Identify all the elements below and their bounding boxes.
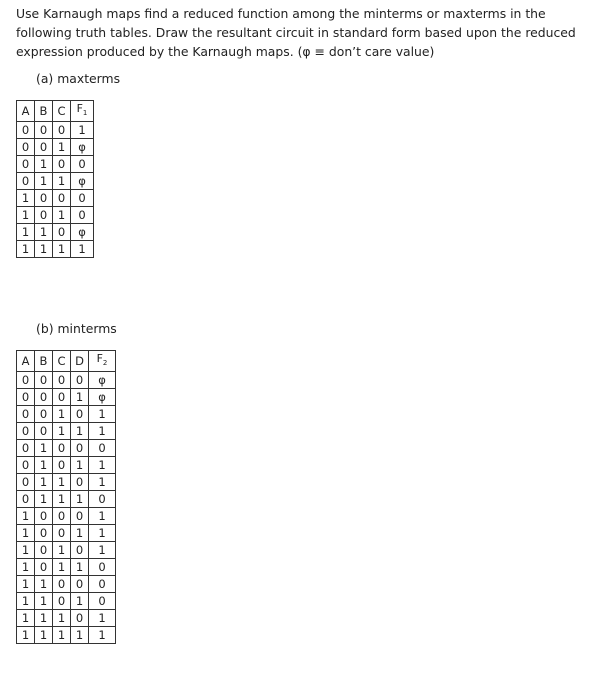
input-cell: 0 (53, 440, 71, 457)
output-cell: 0 (89, 576, 116, 593)
column-header-a: A (17, 351, 35, 372)
column-header-a: A (17, 101, 35, 122)
table-row (17, 542, 116, 559)
table-row (17, 241, 94, 258)
input-cell: 0 (71, 474, 89, 491)
table-row (17, 627, 116, 644)
part-a-label: (a) maxterms (36, 71, 121, 86)
table-row (17, 559, 116, 576)
input-cell: 1 (53, 542, 71, 559)
input-cell: 0 (71, 610, 89, 627)
input-cell: 0 (17, 474, 35, 491)
input-cell: 1 (35, 593, 53, 610)
output-name: F (76, 102, 83, 115)
input-cell: 0 (17, 440, 35, 457)
input-cell: 0 (53, 457, 71, 474)
output-cell: 1 (71, 241, 94, 258)
input-cell: 0 (53, 525, 71, 542)
output-cell: 1 (89, 423, 116, 440)
column-header-b: B (35, 101, 53, 122)
problem-statement: Use Karnaugh maps find a reduced function among the minterms or maxterms in the following truth tables. Draw the resultant circuit in standard form based upon the reduced expression produced by the Karnaugh maps. (φ ≡ don’t care value) (16, 6, 576, 59)
column-header-d: D (71, 351, 89, 372)
input-cell: 0 (71, 508, 89, 525)
input-cell: 1 (53, 627, 71, 644)
input-cell: 0 (71, 372, 89, 389)
input-cell: 1 (71, 627, 89, 644)
input-cell: 1 (35, 156, 53, 173)
input-cell: 1 (17, 241, 35, 258)
table-row (17, 593, 116, 610)
output-cell: 1 (89, 627, 116, 644)
output-subscript: 2 (102, 359, 108, 368)
input-cell: 1 (53, 474, 71, 491)
input-cell: 1 (17, 542, 35, 559)
input-cell: 1 (71, 423, 89, 440)
input-cell: 1 (71, 525, 89, 542)
table-header-row (17, 351, 116, 372)
table-row (17, 190, 94, 207)
input-cell: 1 (71, 559, 89, 576)
input-cell: 1 (17, 576, 35, 593)
table-row (17, 491, 116, 508)
input-cell: 0 (17, 139, 35, 156)
input-cell: 0 (35, 122, 53, 139)
input-cell: 1 (53, 207, 71, 224)
input-cell: 0 (35, 508, 53, 525)
input-cell: 0 (71, 406, 89, 423)
output-cell: 1 (89, 474, 116, 491)
table-row (17, 224, 94, 241)
table-row (17, 508, 116, 525)
input-cell: 1 (71, 491, 89, 508)
input-cell: 0 (17, 406, 35, 423)
input-cell: 1 (17, 593, 35, 610)
table-row (17, 457, 116, 474)
input-cell: 0 (35, 525, 53, 542)
input-cell: 0 (17, 372, 35, 389)
input-cell: 1 (35, 440, 53, 457)
input-cell: 0 (17, 491, 35, 508)
table-row (17, 610, 116, 627)
input-cell: 1 (53, 610, 71, 627)
output-cell: 0 (89, 593, 116, 610)
column-header-b: B (35, 351, 53, 372)
input-cell: 1 (35, 491, 53, 508)
table-row (17, 406, 116, 423)
input-cell: 0 (35, 207, 53, 224)
input-cell: 0 (35, 542, 53, 559)
column-header-f2 (89, 351, 116, 372)
input-cell: 1 (71, 457, 89, 474)
table-row (17, 207, 94, 224)
input-cell: 1 (17, 190, 35, 207)
input-cell: 0 (35, 406, 53, 423)
input-cell: 1 (17, 627, 35, 644)
input-cell: 0 (71, 576, 89, 593)
column-header-c: C (53, 351, 71, 372)
table-row (17, 440, 116, 457)
output-cell: φ (71, 139, 94, 156)
output-cell: φ (89, 389, 116, 406)
table-row (17, 122, 94, 139)
table-row (17, 173, 94, 190)
input-cell: 1 (53, 406, 71, 423)
input-cell: 1 (35, 610, 53, 627)
input-cell: 0 (53, 122, 71, 139)
input-cell: 0 (17, 423, 35, 440)
output-cell: 0 (89, 440, 116, 457)
input-cell: 1 (35, 457, 53, 474)
output-cell: φ (71, 224, 94, 241)
table-header-row (17, 101, 94, 122)
input-cell: 0 (35, 423, 53, 440)
input-cell: 0 (53, 389, 71, 406)
input-cell: 1 (17, 508, 35, 525)
input-cell: 0 (53, 156, 71, 173)
output-cell: 1 (89, 406, 116, 423)
input-cell: 1 (35, 224, 53, 241)
input-cell: 0 (17, 122, 35, 139)
input-cell: 0 (53, 190, 71, 207)
input-cell: 0 (17, 389, 35, 406)
input-cell: 0 (35, 372, 53, 389)
input-cell: 1 (53, 423, 71, 440)
input-cell: 0 (17, 173, 35, 190)
table-row (17, 474, 116, 491)
output-cell: 1 (89, 457, 116, 474)
input-cell: 1 (17, 525, 35, 542)
input-cell: 0 (35, 190, 53, 207)
table-row (17, 139, 94, 156)
table-row (17, 423, 116, 440)
output-cell: 0 (89, 559, 116, 576)
input-cell: 0 (53, 508, 71, 525)
input-cell: 1 (53, 491, 71, 508)
input-cell: 1 (17, 559, 35, 576)
table-row (17, 576, 116, 593)
input-cell: 0 (53, 224, 71, 241)
input-cell: 0 (53, 372, 71, 389)
input-cell: 1 (17, 224, 35, 241)
input-cell: 0 (17, 457, 35, 474)
input-cell: 0 (17, 156, 35, 173)
input-cell: 0 (53, 593, 71, 610)
input-cell: 0 (35, 559, 53, 576)
input-cell: 0 (35, 389, 53, 406)
output-cell: 1 (89, 525, 116, 542)
output-cell: φ (71, 173, 94, 190)
input-cell: 1 (71, 389, 89, 406)
truth-table-b (16, 350, 116, 644)
table-row (17, 525, 116, 542)
output-cell: 1 (89, 610, 116, 627)
input-cell: 0 (53, 576, 71, 593)
truth-table-a (16, 100, 94, 258)
input-cell: 1 (17, 610, 35, 627)
output-cell: 1 (89, 542, 116, 559)
input-cell: 1 (35, 474, 53, 491)
part-b-label: (b) minterms (36, 321, 117, 336)
output-name: F (96, 352, 103, 365)
input-cell: 1 (35, 241, 53, 258)
input-cell: 1 (35, 627, 53, 644)
table-row (17, 372, 116, 389)
input-cell: 0 (71, 542, 89, 559)
input-cell: 1 (53, 559, 71, 576)
output-cell: 0 (89, 491, 116, 508)
input-cell: 1 (35, 576, 53, 593)
output-cell: 0 (71, 190, 94, 207)
column-header-f1 (71, 101, 94, 122)
input-cell: 1 (53, 139, 71, 156)
input-cell: 1 (53, 173, 71, 190)
output-cell: φ (89, 372, 116, 389)
output-cell: 1 (89, 508, 116, 525)
input-cell: 1 (35, 173, 53, 190)
input-cell: 1 (53, 241, 71, 258)
output-subscript: 1 (82, 109, 88, 118)
output-cell: 0 (71, 156, 94, 173)
table-row (17, 156, 94, 173)
input-cell: 0 (71, 440, 89, 457)
table-row (17, 389, 116, 406)
input-cell: 1 (17, 207, 35, 224)
input-cell: 1 (71, 593, 89, 610)
output-cell: 0 (71, 207, 94, 224)
column-header-c: C (53, 101, 71, 122)
input-cell: 0 (35, 139, 53, 156)
output-cell: 1 (71, 122, 94, 139)
